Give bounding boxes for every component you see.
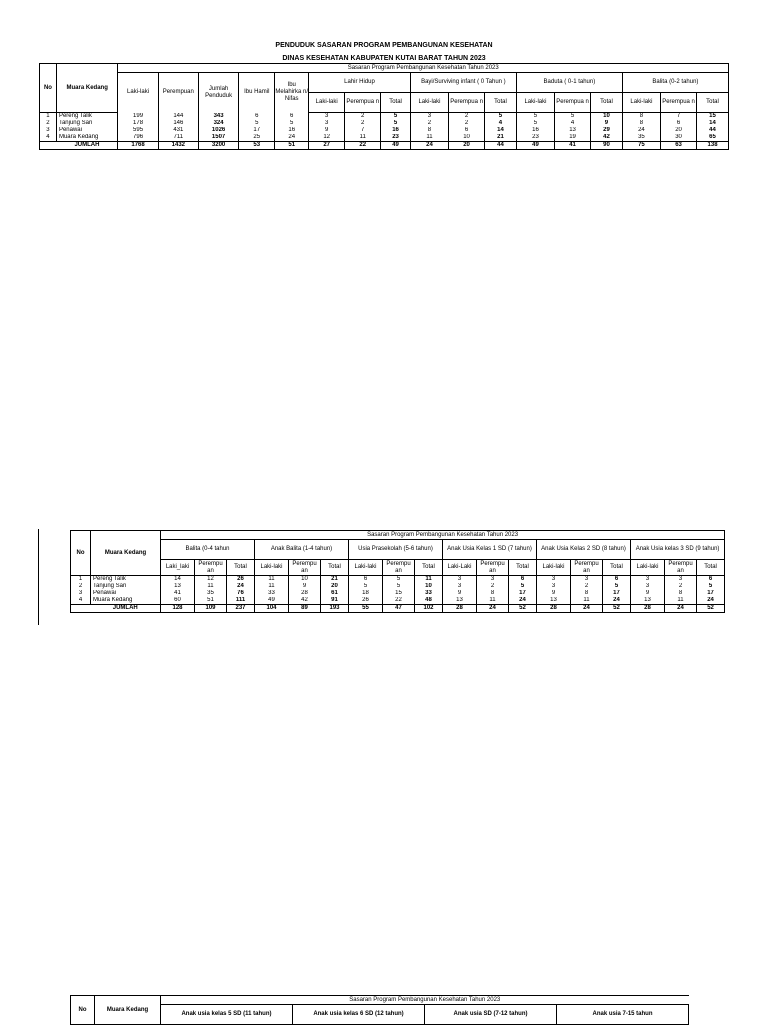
total-value: 104	[255, 605, 289, 613]
total-value: 109	[195, 605, 227, 613]
row-value: 11	[415, 576, 443, 584]
total-value: 128	[161, 605, 195, 613]
row-value: 3	[477, 576, 509, 584]
sub-header-perempuan: Perempua n	[661, 93, 697, 113]
row-value: 14	[697, 120, 729, 127]
sub-header: Perempu an	[195, 560, 227, 576]
row-value: 8	[410, 127, 448, 134]
sub-header-total: Total	[381, 93, 411, 113]
total-no	[71, 605, 91, 613]
row-value: 17	[239, 127, 275, 134]
col-header-muara-kedang: Muara Kedang	[91, 531, 161, 576]
col-header-sasaran: Sasaran Program Pembangunan Kesehatan Tahun 2023	[118, 64, 729, 73]
col-header-no: No	[40, 64, 57, 113]
row-value: 13	[443, 597, 477, 605]
row-value: 23	[381, 134, 411, 142]
page-margin-line	[38, 529, 39, 625]
row-value: 6	[349, 576, 383, 584]
row-value: 324	[198, 120, 238, 127]
row-value: 33	[255, 590, 289, 597]
total-value: 89	[289, 605, 321, 613]
table-row	[71, 583, 725, 590]
row-no: 3	[40, 127, 57, 134]
row-value: 33	[415, 590, 443, 597]
row-value: 5	[485, 113, 517, 121]
row-value: 6	[275, 113, 309, 121]
row-value: 2	[449, 113, 485, 121]
row-value: 8	[665, 590, 697, 597]
row-value: 8	[571, 590, 603, 597]
row-value: 13	[161, 583, 195, 590]
col-header-jumlah-penduduk: Jumlah Penduduk	[198, 73, 238, 113]
row-value: 3	[410, 113, 448, 121]
row-value: 3	[443, 576, 477, 584]
row-value: 25	[239, 134, 275, 142]
row-value: 5	[603, 583, 631, 590]
sub-header-laki: Laki-laki	[309, 93, 345, 113]
sub-header-laki: Laki-laki	[622, 93, 660, 113]
col-header-ibu-hamil: Ibu Hamil	[239, 73, 275, 113]
col-header-sasaran: Sasaran Program Pembangunan Kesehatan Tahun 2023	[161, 996, 689, 1005]
table-row	[40, 113, 729, 121]
row-village-name: Muara Kedang	[91, 597, 161, 605]
sub-header: Total	[415, 560, 443, 576]
row-value: 2	[449, 120, 485, 127]
table-row	[71, 576, 725, 584]
row-value: 144	[158, 113, 198, 121]
sub-header: Perempu an	[289, 560, 321, 576]
total-value: 27	[309, 142, 345, 150]
row-no: 2	[40, 120, 57, 127]
total-value: 49	[381, 142, 411, 150]
row-value: 11	[410, 134, 448, 142]
row-value: 42	[591, 134, 623, 142]
sub-header-total: Total	[485, 93, 517, 113]
row-value: 13	[537, 597, 571, 605]
row-value: 4	[555, 120, 591, 127]
row-value: 9	[289, 583, 321, 590]
total-value: 41	[555, 142, 591, 150]
row-value: 146	[158, 120, 198, 127]
row-value: 26	[227, 576, 255, 584]
sub-header-laki: Laki-laki	[516, 93, 554, 113]
row-value: 17	[509, 590, 537, 597]
row-value: 9	[443, 590, 477, 597]
row-value: 3	[665, 576, 697, 584]
row-value: 44	[697, 127, 729, 134]
table-row	[40, 120, 729, 127]
total-value: 1432	[158, 142, 198, 150]
total-value: 51	[275, 142, 309, 150]
row-value: 11	[255, 576, 289, 584]
sub-header: Laki-laki	[537, 560, 571, 576]
total-value: 28	[537, 605, 571, 613]
row-value: 16	[381, 127, 411, 134]
row-value: 13	[555, 127, 591, 134]
row-village-name: Muara Kedang	[56, 134, 117, 142]
row-value: 8	[477, 590, 509, 597]
sub-header-total: Total	[697, 93, 729, 113]
col-header-muara-kedang: Muara Kedang	[56, 64, 117, 113]
total-label: JUMLAH	[56, 142, 117, 150]
sub-header-total: Total	[591, 93, 623, 113]
row-value: 2	[477, 583, 509, 590]
row-value: 65	[697, 134, 729, 142]
table-row	[40, 134, 729, 142]
row-value: 11	[665, 597, 697, 605]
col-header-muara-kedang: Muara Kedang	[95, 996, 161, 1025]
row-value: 51	[195, 597, 227, 605]
row-value: 5	[381, 113, 411, 121]
sub-header: Perempu an	[477, 560, 509, 576]
total-value: 49	[516, 142, 554, 150]
row-value: 24	[622, 127, 660, 134]
col-header-ibu-melahirkan: Ibu Melahirka n/ Nifas	[275, 73, 309, 113]
total-value: 47	[383, 605, 415, 613]
row-value: 15	[383, 590, 415, 597]
row-village-name: Tanjung Sari	[91, 583, 161, 590]
row-no: 2	[71, 583, 91, 590]
total-value: 20	[449, 142, 485, 150]
row-value: 21	[485, 134, 517, 142]
row-value: 7	[661, 113, 697, 121]
row-value: 2	[410, 120, 448, 127]
row-value: 15	[697, 113, 729, 121]
total-value: 237	[227, 605, 255, 613]
sub-header: Total	[697, 560, 725, 576]
row-value: 111	[227, 597, 255, 605]
col-group-header: Anak usia SD (7-12 tahun)	[425, 1005, 557, 1025]
col-header-laki-laki: Laki-laki	[118, 73, 158, 113]
total-value: 1768	[118, 142, 158, 150]
col-group-header: Anak usia kelas 6 SD (12 tahun)	[293, 1005, 425, 1025]
row-value: 76	[227, 590, 255, 597]
row-value: 3	[537, 576, 571, 584]
row-value: 10	[449, 134, 485, 142]
row-value: 6	[697, 576, 725, 584]
row-value: 1026	[198, 127, 238, 134]
total-value: 138	[697, 142, 729, 150]
row-value: 796	[118, 134, 158, 142]
row-value: 3	[443, 583, 477, 590]
row-value: 11	[571, 597, 603, 605]
row-value: 2	[345, 120, 381, 127]
row-value: 11	[255, 583, 289, 590]
col-header-sasaran: Sasaran Program Pembangunan Kesehatan Tahun 2023	[161, 531, 725, 540]
total-label: JUMLAH	[91, 605, 161, 613]
row-value: 20	[661, 127, 697, 134]
row-no: 4	[40, 134, 57, 142]
row-no: 1	[71, 576, 91, 584]
row-value: 6	[603, 576, 631, 584]
total-value: 52	[509, 605, 537, 613]
row-village-name: Penawai	[56, 127, 117, 134]
row-village-name: Penawai	[91, 590, 161, 597]
total-value: 22	[345, 142, 381, 150]
population-target-table	[39, 63, 729, 150]
row-value: 5	[349, 583, 383, 590]
col-header-perempuan: Perempuan	[158, 73, 198, 113]
row-value: 3	[631, 576, 665, 584]
row-value: 16	[516, 127, 554, 134]
col-group-header: Usia Prasekolah (5-6 tahun)	[349, 540, 443, 560]
total-value: 24	[571, 605, 603, 613]
row-value: 711	[158, 134, 198, 142]
table-row	[71, 590, 725, 597]
row-value: 5	[275, 120, 309, 127]
col-header-no: No	[71, 531, 91, 576]
col-group-header: Anak usia 7-15 tahun	[557, 1005, 689, 1025]
col-group-header: Anak usia kelas 5 SD (11 tahun)	[161, 1005, 293, 1025]
total-value: 28	[631, 605, 665, 613]
row-value: 10	[289, 576, 321, 584]
row-value: 5	[516, 120, 554, 127]
row-value: 343	[198, 113, 238, 121]
row-value: 3	[309, 113, 345, 121]
row-value: 17	[697, 590, 725, 597]
document-title: PENDUDUK SASARAN PROGRAM PEMBANGUNAN KESEHATAN	[275, 42, 493, 49]
sub-header: Perempu an	[571, 560, 603, 576]
row-value: 35	[195, 590, 227, 597]
sub-header: Laki-laki	[631, 560, 665, 576]
row-value: 14	[161, 576, 195, 584]
row-value: 3	[631, 583, 665, 590]
row-value: 91	[321, 597, 349, 605]
row-value: 22	[383, 597, 415, 605]
col-header-baduta: Baduta ( 0-1 tahun)	[516, 73, 622, 93]
col-group-header: Balita (0-4 tahun	[161, 540, 255, 560]
col-header-balita: Balita (0-2 tahun)	[622, 73, 728, 93]
total-value: 90	[591, 142, 623, 150]
sub-header: Laki-laki	[255, 560, 289, 576]
row-value: 5	[381, 120, 411, 127]
row-value: 61	[321, 590, 349, 597]
row-value: 13	[631, 597, 665, 605]
row-value: 20	[321, 583, 349, 590]
total-value: 75	[622, 142, 660, 150]
table-row	[40, 127, 729, 134]
row-value: 9	[309, 127, 345, 134]
row-value: 9	[591, 120, 623, 127]
row-value: 9	[631, 590, 665, 597]
child-target-table	[70, 530, 725, 613]
row-value: 5	[239, 120, 275, 127]
row-value: 3	[309, 120, 345, 127]
row-value: 26	[349, 597, 383, 605]
total-value: 53	[239, 142, 275, 150]
col-group-header: Anak Usia Kelas 2 SD (8 tahun)	[537, 540, 631, 560]
row-value: 4	[485, 120, 517, 127]
row-value: 16	[275, 127, 309, 134]
col-group-header: Anak Usia Kelas 1 SD (7 tahun)	[443, 540, 537, 560]
row-value: 5	[383, 583, 415, 590]
sub-header: Total	[227, 560, 255, 576]
total-value: 52	[603, 605, 631, 613]
sub-header-perempuan: Perempua n	[555, 93, 591, 113]
row-value: 24	[509, 597, 537, 605]
row-value: 30	[661, 134, 697, 142]
row-value: 24	[697, 597, 725, 605]
row-value: 12	[309, 134, 345, 142]
col-header-bayi: Bayi/Surviving infant ( 0 Tahun )	[410, 73, 516, 93]
row-value: 14	[485, 127, 517, 134]
total-value: 24	[410, 142, 448, 150]
row-value: 199	[118, 113, 158, 121]
row-value: 19	[555, 134, 591, 142]
row-no: 1	[40, 113, 57, 121]
row-value: 178	[118, 120, 158, 127]
row-value: 18	[349, 590, 383, 597]
row-no: 3	[71, 590, 91, 597]
row-value: 24	[275, 134, 309, 142]
row-value: 595	[118, 127, 158, 134]
row-no: 4	[71, 597, 91, 605]
row-value: 5	[516, 113, 554, 121]
row-value: 6	[661, 120, 697, 127]
total-value: 3200	[198, 142, 238, 150]
sub-header: Laki-Laki	[443, 560, 477, 576]
sub-header: Total	[603, 560, 631, 576]
total-value: 102	[415, 605, 443, 613]
sub-header: Laki_laki	[161, 560, 195, 576]
row-value: 10	[415, 583, 443, 590]
total-no	[40, 142, 57, 150]
row-value: 11	[195, 583, 227, 590]
sub-header: Total	[509, 560, 537, 576]
school-age-target-table	[70, 995, 689, 1025]
row-village-name: Pereng Talik	[91, 576, 161, 584]
row-value: 11	[345, 134, 381, 142]
row-value: 11	[477, 597, 509, 605]
total-value: 55	[349, 605, 383, 613]
row-value: 42	[289, 597, 321, 605]
row-value: 6	[449, 127, 485, 134]
row-value: 49	[255, 597, 289, 605]
row-value: 60	[161, 597, 195, 605]
row-value: 29	[591, 127, 623, 134]
total-value: 24	[665, 605, 697, 613]
total-value: 44	[485, 142, 517, 150]
sub-header-laki: Laki-laki	[410, 93, 448, 113]
sub-header-perempuan: Perempua n	[449, 93, 485, 113]
document-subtitle: DINAS KESEHATAN KABUPATEN KUTAI BARAT TAHUN 2023	[282, 55, 486, 62]
row-value: 28	[289, 590, 321, 597]
row-value: 12	[195, 576, 227, 584]
row-value: 17	[603, 590, 631, 597]
row-value: 8	[622, 113, 660, 121]
row-value: 2	[665, 583, 697, 590]
table-total-row	[40, 142, 729, 150]
col-group-header: Anak Balita (1-4 tahun)	[255, 540, 349, 560]
row-value: 41	[161, 590, 195, 597]
row-value: 6	[239, 113, 275, 121]
row-value: 7	[345, 127, 381, 134]
total-value: 193	[321, 605, 349, 613]
row-value: 2	[571, 583, 603, 590]
row-value: 6	[509, 576, 537, 584]
total-value: 52	[697, 605, 725, 613]
row-value: 10	[591, 113, 623, 121]
row-value: 9	[537, 590, 571, 597]
row-value: 3	[571, 576, 603, 584]
row-value: 3	[537, 583, 571, 590]
row-village-name: Pereng Talik	[56, 113, 117, 121]
row-value: 1507	[198, 134, 238, 142]
row-value: 23	[516, 134, 554, 142]
row-value: 24	[603, 597, 631, 605]
sub-header: Perempu an	[383, 560, 415, 576]
row-value: 5	[509, 583, 537, 590]
col-group-header: Anak Usia kelas 3 SD (9 tahun)	[631, 540, 725, 560]
row-value: 8	[622, 120, 660, 127]
table-row	[71, 597, 725, 605]
total-value: 24	[477, 605, 509, 613]
row-value: 24	[227, 583, 255, 590]
table-total-row	[71, 605, 725, 613]
row-value: 5	[383, 576, 415, 584]
sub-header: Perempu an	[665, 560, 697, 576]
col-header-no: No	[71, 996, 95, 1025]
row-value: 48	[415, 597, 443, 605]
row-village-name: Tanjung Sari	[56, 120, 117, 127]
sub-header: Total	[321, 560, 349, 576]
total-value: 28	[443, 605, 477, 613]
row-value: 431	[158, 127, 198, 134]
row-value: 21	[321, 576, 349, 584]
row-value: 5	[697, 583, 725, 590]
row-value: 5	[555, 113, 591, 121]
sub-header: Laki-laki	[349, 560, 383, 576]
col-header-lahir-hidup: Lahir Hidup	[309, 73, 411, 93]
row-value: 35	[622, 134, 660, 142]
sub-header-perempuan: Perempua n	[345, 93, 381, 113]
total-value: 63	[661, 142, 697, 150]
row-value: 2	[345, 113, 381, 121]
